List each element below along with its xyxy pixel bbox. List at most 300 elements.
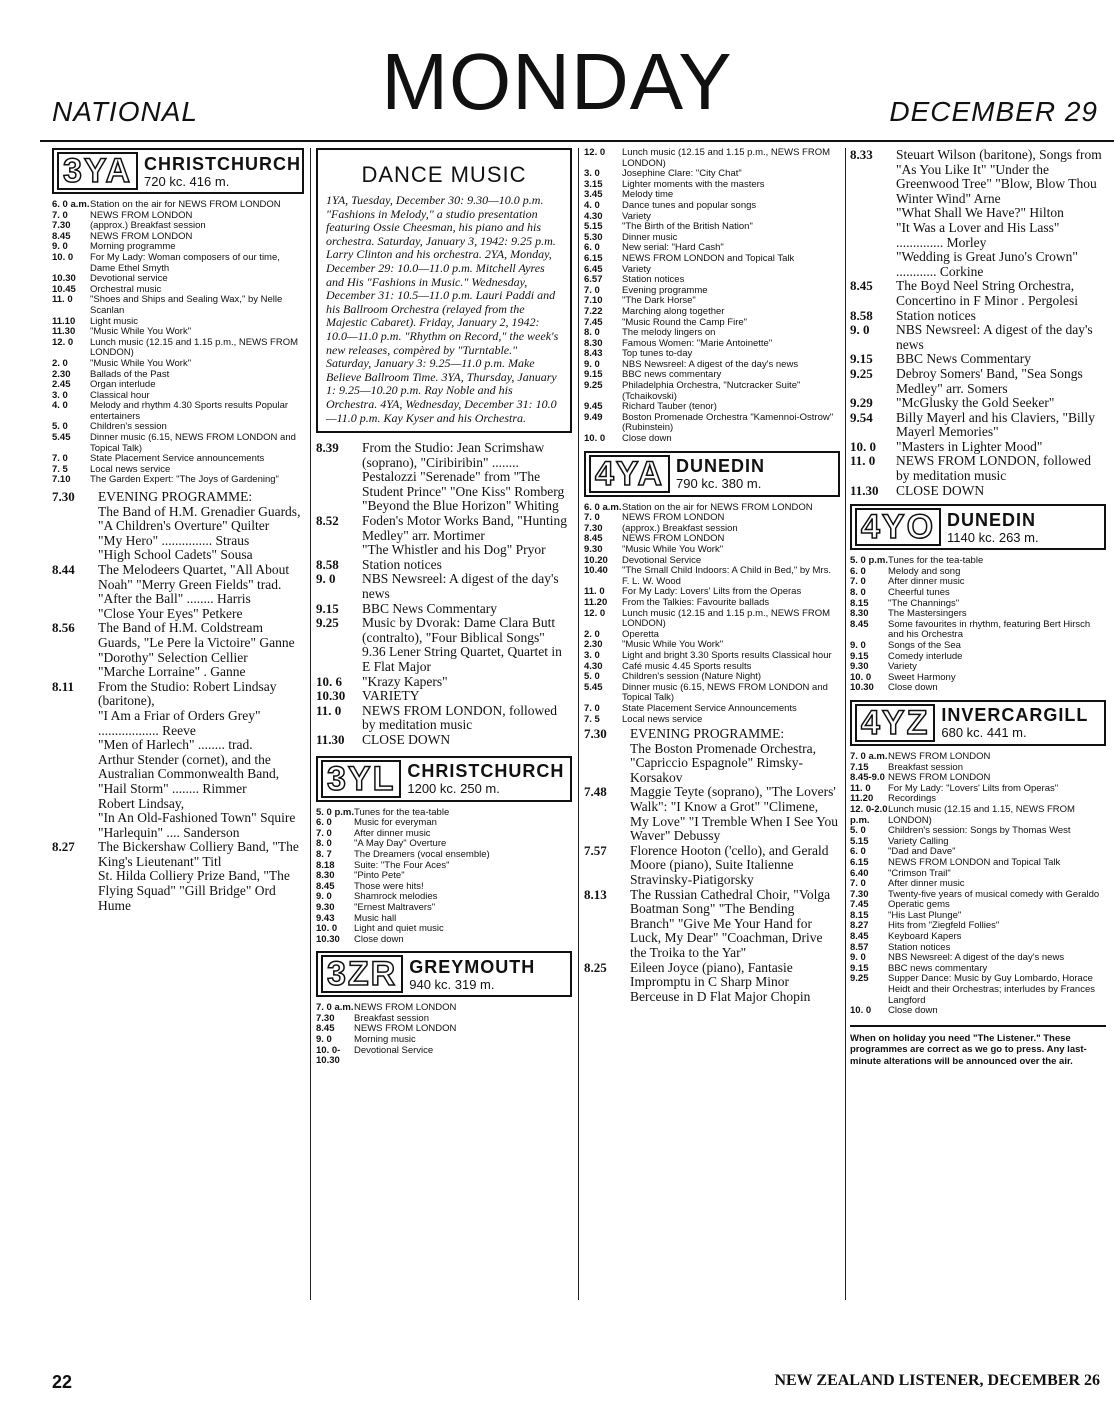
programme-row	[52, 607, 304, 622]
programme-time: 9.29	[850, 395, 873, 411]
programme-time: 7. 0 a.m.	[850, 750, 888, 762]
programme-time: 11.20	[850, 793, 874, 805]
programme-title: Richard Tauber (tenor)	[622, 401, 717, 413]
programme-title: Songs of the Sea	[888, 640, 961, 651]
programme-title: Local news service	[90, 463, 171, 475]
station-logo: 4YZ	[855, 704, 935, 742]
programme-time: 7.30	[52, 489, 75, 505]
programme-row	[850, 148, 1106, 206]
programme-row	[52, 869, 304, 913]
programme-title: Tunes for the tea-table	[354, 806, 450, 818]
programme-time	[52, 548, 98, 563]
programme-row	[52, 401, 304, 422]
programme-time: 11. 0	[850, 453, 876, 469]
programme-time: 5. 0 p.m.	[850, 555, 889, 567]
programme-title: The Mastersingers	[888, 608, 967, 620]
programme-title: Morning music	[354, 1034, 416, 1046]
programme-time	[316, 543, 362, 558]
programme-title: NBS Newsreel: A digest of the day's news	[622, 358, 799, 370]
programme-title: Billy Mayerl and his Claviers, "Billy Mayerl Memories"	[896, 409, 1095, 440]
programme-title: NEWS FROM LONDON, followed by meditation music	[896, 453, 1091, 484]
programme-time: 9. 0	[850, 640, 866, 651]
programme-time: 8.52	[316, 513, 339, 529]
programme-title: Music by Dvorak: Dame Clara Butt (contralto), "Four Biblical Songs"	[362, 615, 556, 645]
programme-row	[584, 785, 840, 843]
programme-title: Steuart Wilson (baritone), Songs from "As You Like It" "Under the Greenwood Tree" "Blow, Blow Thou Winter Wind" Arne	[896, 147, 1102, 206]
programme-row	[316, 499, 572, 514]
programme-time: 8.45	[52, 230, 71, 242]
programme-time	[850, 250, 896, 279]
column-divider	[310, 148, 311, 1300]
programme-title: BBC news commentary	[888, 962, 988, 974]
programme-time	[316, 645, 362, 674]
programme-time: 10. 0	[850, 671, 872, 683]
programme-time: 8.15	[850, 909, 869, 921]
programme-time: 7.22	[584, 305, 603, 317]
programme-time: 5.15	[584, 221, 603, 233]
station-header-4ya	[584, 451, 840, 497]
programme-title: Devotional Service	[622, 554, 702, 566]
programme-row	[584, 704, 840, 715]
programme-title: Sweet Harmony	[888, 671, 956, 683]
programme-title: Lighter moments with the masters	[622, 178, 765, 190]
programme-row	[316, 935, 572, 946]
programme-time: 10. 6	[316, 673, 342, 689]
programme-time: 7.15	[850, 761, 869, 773]
programme-row	[584, 598, 840, 609]
programme-row	[52, 811, 304, 826]
programme-row	[316, 733, 572, 748]
programme-title: Orchestral music	[90, 283, 162, 295]
programme-row	[584, 201, 840, 212]
programme-time: 8.30	[584, 337, 603, 349]
programme-time: 9.25	[584, 380, 603, 392]
programme-title: "The Dark Horse"	[622, 295, 696, 307]
programme-time	[584, 742, 630, 786]
programme-title: Breakfast session	[888, 761, 963, 773]
programme-time: 10.30	[850, 682, 874, 694]
programme-title: "Wedding is Great Juno's Crown" ............ Corkine	[896, 249, 1078, 279]
programme-row	[850, 352, 1106, 367]
programme-time	[52, 709, 98, 738]
programme-title: State Placement Service announcements	[90, 453, 265, 465]
programme-time: 10.45	[52, 283, 76, 295]
programme-time: 2.30	[52, 368, 71, 380]
programme-title: Suite: "The Four Aces"	[354, 859, 450, 871]
station-logo: 3ZR	[321, 955, 403, 993]
programme-title: Station notices	[888, 941, 951, 953]
programme-time: 4. 0	[584, 199, 600, 211]
station-city: DUNEDIN	[676, 456, 766, 477]
programme-time: 8.13	[584, 886, 607, 902]
programme-time: 9.25	[316, 615, 339, 631]
programme-time: 8. 0	[850, 587, 866, 599]
programme-row	[316, 675, 572, 690]
programme-time: 9. 0	[850, 322, 870, 338]
programme-time: 7. 0	[850, 576, 866, 588]
programme-time: 7.57	[584, 842, 607, 858]
schedule-3ya	[52, 200, 304, 486]
programme-row	[584, 413, 840, 434]
programme-row	[52, 782, 304, 797]
programme-row	[850, 411, 1106, 440]
programme-row	[52, 680, 304, 709]
schedule-4ya	[584, 503, 840, 725]
programme-time: 5.45	[584, 681, 603, 693]
programme-title: NEWS FROM LONDON	[622, 533, 725, 545]
station-frequency: 1140 kc. 263 m.	[947, 529, 1039, 545]
programme-time: 10.30	[316, 933, 340, 945]
programme-row	[316, 1046, 572, 1067]
programme-title: "Music While You Work"	[90, 326, 192, 338]
programme-title: "Marche Lorraine" . Ganne	[98, 664, 246, 680]
programme-title: Eileen Joyce (piano), Fantasie Impromptu in C Sharp Minor Berceuse in D Flat Major Chopin	[630, 959, 811, 1004]
programme-time: 6. 0 a.m.	[584, 501, 622, 513]
programme-row	[52, 826, 304, 841]
programme-time: 9.45	[584, 401, 603, 413]
programme-title: BBC News Commentary	[896, 351, 1031, 367]
programme-time	[316, 499, 362, 514]
programme-title: "It Was a Lover and His Lass" .............. Morley	[896, 219, 1060, 250]
programme-time: 9.15	[850, 351, 873, 367]
programme-time: 3.15	[584, 178, 603, 190]
programme-title: NEWS FROM LONDON and Topical Talk	[888, 856, 1061, 868]
programme-title: Melody and rhythm 4.30 Sports results Popular entertainers	[90, 400, 289, 422]
programme-title: "Music Round the Camp Fire"	[622, 316, 748, 328]
programme-row	[584, 651, 840, 662]
programme-time: 7. 0	[584, 512, 600, 524]
programme-title: NEWS FROM LONDON	[888, 750, 991, 762]
programme-title: The Garden Expert: "The Joys of Gardening"	[90, 474, 279, 486]
programme-row	[52, 505, 304, 520]
programme-row	[584, 545, 840, 556]
programme-title: "Ernest Maltravers"	[354, 901, 436, 913]
programme-title: Variety Calling	[888, 835, 949, 847]
programme-title: Josephine Clare: "City Chat"	[622, 168, 742, 180]
programme-time: 11.30	[850, 482, 879, 498]
column-3	[584, 148, 840, 1004]
programme-title: NEWS FROM LONDON, followed by meditation music	[362, 702, 557, 733]
programme-time: 8.56	[52, 620, 75, 636]
programme-time: 9.25	[850, 973, 869, 985]
programme-row	[584, 148, 840, 169]
programme-time: 9. 0	[850, 952, 866, 964]
programme-time: 11.20	[584, 596, 608, 608]
programme-time: 8.45	[850, 278, 873, 294]
programme-title: Music hall	[354, 912, 397, 924]
programme-time: 5.45	[52, 432, 71, 444]
programme-row	[52, 253, 304, 274]
programme-title: "Masters in Lighter Mood"	[896, 438, 1043, 454]
programme-title: "Music While You Work"	[622, 544, 724, 555]
programme-title: Robert Lindsay,	[98, 795, 185, 811]
programme-time	[52, 607, 98, 622]
programme-title: "High School Cadets" Sousa	[98, 547, 253, 563]
programme-title: Devotional Service	[354, 1044, 434, 1056]
programme-time: 9.25	[850, 365, 873, 381]
column-1	[52, 148, 304, 913]
programme-time: 3. 0	[584, 168, 600, 180]
programme-time: 7. 0	[316, 827, 332, 839]
programme-title: "His Last Plunge"	[888, 909, 962, 921]
programme-title: The Boston Promenade Orchestra, "Capriccio Espagnole" Rimsky-Korsakov	[630, 740, 816, 785]
programme-row	[584, 742, 840, 786]
programme-title: "Dad and Dave"	[888, 846, 956, 858]
programme-time: 5. 0 p.m.	[316, 806, 355, 818]
programme-title: "Close Your Eyes" Petkere	[98, 605, 243, 621]
programme-row	[584, 961, 840, 1005]
programme-title: Breakfast session	[354, 1012, 429, 1024]
programme-time: 9.49	[584, 411, 603, 423]
programme-time: 9. 0	[316, 891, 332, 903]
programme-row	[52, 753, 304, 782]
programme-time: 9.15	[316, 600, 339, 616]
programme-title: VARIETY	[362, 688, 420, 704]
programme-title: For My Lady: "Lovers' Lilts from Operas"	[888, 782, 1059, 794]
station-city: INVERCARGILL	[941, 705, 1089, 726]
programme-row	[850, 396, 1106, 411]
programme-time: 2.30	[584, 639, 603, 651]
programme-row	[316, 602, 572, 617]
programme-title: NBS Newsreel: A digest of the day's news	[896, 322, 1093, 352]
programme-time: 8. 0	[584, 327, 600, 339]
programme-title: Children's session	[90, 421, 167, 433]
programme-time: 8.58	[850, 307, 873, 323]
programme-title: The Melodeers Quartet, "All About Noah" "Merry Green Fields" trad.	[98, 562, 290, 592]
programme-time: 2. 0	[584, 628, 600, 640]
programme-row	[850, 484, 1106, 499]
programme-title: (approx.) Breakfast session	[90, 220, 206, 232]
programme-time	[52, 797, 98, 812]
programme-row	[52, 200, 304, 211]
station-frequency: 940 kc. 319 m.	[409, 976, 495, 992]
programme-time: 4.30	[584, 210, 603, 222]
programme-time: 9.30	[316, 901, 335, 913]
programme-time: 9.15	[850, 650, 869, 662]
programme-row	[850, 440, 1106, 455]
programme-row	[850, 805, 1106, 826]
programme-title: Dinner music	[622, 231, 678, 243]
programme-title: St. Hilda Colliery Prize Band, "The Flying Squad" "Gill Bridge" Ord Hume	[98, 868, 290, 913]
programme-time: 5.30	[584, 231, 603, 243]
programme-title: "Music While You Work"	[90, 357, 192, 369]
programme-title: Operatic gems	[888, 899, 950, 911]
programme-title: From the Studio: Robert Lindsay (baritone),	[98, 678, 277, 709]
programme-row	[52, 563, 304, 592]
programme-time: 8.25	[584, 959, 607, 975]
programme-title: "Krazy Kapers"	[362, 673, 448, 689]
programme-row	[316, 903, 572, 914]
column-divider	[578, 148, 579, 1300]
programme-title: "Beyond the Blue Horizon" Whiting	[362, 498, 559, 514]
programme-row	[52, 840, 304, 869]
programme-time: 7. 5	[52, 463, 68, 475]
programme-title: NEWS FROM LONDON	[622, 512, 725, 524]
programme-title: Some favourites in rhythm, featuring Bert Hirsch and his Orchestra	[888, 618, 1091, 641]
programme-title: Hits from "Ziegfeld Follies"	[888, 920, 1000, 932]
programme-title: From the Studio: Jean Scrimshaw (soprano), "Ciribiribin" ........ Pestalozzi "Serenade" from "The Student Prince" "One Kiss" Romberg	[362, 440, 565, 499]
programme-title: Variety	[888, 661, 917, 673]
programme-title: "A May Day" Overture	[354, 838, 447, 850]
programme-title: Station notices	[896, 307, 976, 323]
programme-time: 7.48	[584, 784, 607, 800]
programme-title: Maggie Teyte (soprano), "The Lovers' Walk": "I Know a Grot" "Climene, My Love" "I Tremble When I See You Waver" Debussy	[630, 784, 839, 844]
programme-row	[584, 307, 840, 318]
programme-time: 7.30	[52, 220, 71, 232]
programme-time	[52, 811, 98, 826]
programme-title: NEWS FROM LONDON	[90, 230, 193, 242]
programme-title: Close down	[622, 433, 672, 445]
programme-time: 8. 7	[316, 848, 332, 860]
programme-title: Melody time	[622, 189, 674, 201]
programme-row	[316, 645, 572, 674]
programme-title: Light music	[90, 315, 139, 327]
programme-time	[850, 221, 896, 250]
programme-time: 8.27	[52, 839, 75, 855]
programme-row	[584, 566, 840, 587]
programme-time: 7.30	[316, 1012, 335, 1024]
programme-time: 12. 0	[584, 607, 606, 619]
column-2	[316, 148, 572, 1067]
programme-row	[584, 434, 840, 445]
programme-title: Florence Hooton ('cello), and Gerald Moore (piano), Suite Italienne Stravinsky-Piatigorsky	[630, 842, 829, 888]
programme-title: NEWS FROM LONDON	[354, 1002, 457, 1014]
programme-time: 7.30	[584, 522, 603, 534]
programme-row	[52, 519, 304, 534]
programme-time: 7.10	[52, 474, 71, 486]
programme-time: 10. 0	[850, 1005, 872, 1017]
programme-title: Lunch music (12.15 and 1.15, NEWS FROM LONDON)	[888, 803, 1075, 826]
programme-time: 3. 0	[52, 389, 68, 401]
programme-title: CLOSE DOWN	[896, 482, 985, 498]
programme-title: (approx.) Breakfast session	[622, 522, 738, 534]
station-city: DUNEDIN	[947, 509, 1037, 530]
programme-time: 8.18	[316, 859, 335, 871]
programme-time: 12. 0	[584, 147, 606, 158]
programme-time: 3.45	[584, 189, 603, 201]
programme-time: 5. 0	[52, 421, 68, 433]
station-header-3ya	[52, 148, 304, 194]
programme-title: Tunes for the tea-table	[888, 555, 984, 567]
programme-time: 8.27	[850, 920, 869, 932]
programme-row	[850, 620, 1106, 641]
programme-title: "Crimson Trail"	[888, 867, 951, 879]
programme-title: Arthur Stender (cornet), and the Australian Commonwealth Band,	[98, 751, 280, 782]
programme-title: Evening programme	[622, 284, 708, 296]
schedule-3yl-continued	[584, 148, 840, 445]
masthead	[0, 0, 1114, 140]
programme-row	[584, 888, 840, 961]
programme-time: 7.10	[584, 295, 603, 307]
station-frequency: 720 kc. 416 m.	[144, 173, 230, 189]
programme-row	[850, 367, 1106, 396]
programme-time	[52, 505, 98, 520]
programme-row	[52, 359, 304, 370]
programme-time	[52, 869, 98, 913]
programme-row	[316, 441, 572, 499]
programme-title: NBS Newsreel: A digest of the day's news	[362, 571, 559, 602]
programme-time: 7.45	[850, 899, 869, 911]
programme-title: Marching along together	[622, 305, 725, 317]
station-city: CHRISTCHURCH	[407, 761, 565, 782]
programme-time: 9.30	[584, 544, 603, 555]
programme-row	[316, 704, 572, 733]
programme-title: State Placement Service Announcements	[622, 702, 797, 714]
programme-title: Variety	[622, 263, 651, 275]
programme-time: 7. 5	[584, 713, 600, 725]
programme-time	[52, 665, 98, 680]
programme-time: 9. 0	[52, 241, 68, 253]
programme-title: "The Channings"	[888, 597, 960, 609]
programme-title: Children's session: Songs by Thomas West	[888, 825, 1071, 837]
programme-time	[52, 738, 98, 753]
programme-row	[52, 338, 304, 359]
programme-time: 9.54	[850, 409, 873, 425]
programme-title: Supper Dance: Music by Guy Lombardo, Horace Heidt and their Orchestras; interludes by Frances Langford	[888, 973, 1095, 1006]
programme-title: "The Whistler and his Dog" Pryor	[362, 542, 546, 558]
programme-time: 10.30	[52, 273, 76, 285]
programme-row	[52, 665, 304, 680]
programme-row	[52, 475, 304, 486]
programme-time: 8.43	[584, 348, 603, 360]
programme-time: 7. 0	[52, 453, 68, 465]
programme-row	[850, 309, 1106, 324]
station-city: GREYMOUTH	[409, 956, 536, 977]
programme-row	[316, 543, 572, 558]
station-logo: 4YO	[855, 508, 941, 546]
programme-time: 7. 0	[584, 284, 600, 296]
programme-title: NEWS FROM LONDON	[90, 209, 193, 221]
programme-title: Lunch music (12.15 and 1.15 p.m., NEWS FROM LONDON)	[90, 336, 299, 359]
programme-time: 8.30	[316, 870, 335, 882]
programme-row	[584, 381, 840, 402]
station-header-4yz	[850, 700, 1106, 746]
programme-title: Local news service	[622, 713, 703, 725]
programme-title: Twenty-five years of musical comedy with Geraldo	[888, 888, 1100, 900]
programme-title: Variety	[622, 210, 651, 222]
programme-time	[52, 651, 98, 666]
programme-time: 8.45	[316, 880, 335, 892]
programme-title: "The Birth of the British Nation"	[622, 221, 753, 233]
programme-row	[850, 454, 1106, 483]
programme-title: For My Lady: Lovers' Lilts from the Operas	[622, 586, 802, 598]
programme-title: Philadelphia Orchestra, "Nutcracker Suite" (Tchaikovski)	[622, 380, 801, 402]
programme-time: 8. 0	[316, 838, 332, 850]
programme-title: Lunch music (12.15 and 1.15 p.m., NEWS FROM LONDON)	[622, 147, 831, 169]
programme-time: 8.58	[316, 556, 339, 572]
station-frequency: 790 kc. 380 m.	[676, 476, 762, 492]
programme-row	[316, 616, 572, 645]
programme-time: 7.30	[850, 888, 869, 900]
programme-title: Keyboard Kapers	[888, 931, 962, 943]
station-header-4yo	[850, 504, 1106, 550]
evening-4ya-continued	[850, 148, 1106, 498]
programme-title: For My Lady: Woman composers of our time, Dame Ethel Smyth	[90, 251, 280, 274]
programme-time: 8.39	[316, 440, 339, 456]
publication-footer: NEW ZEALAND LISTENER, DECEMBER 26	[774, 1372, 1100, 1389]
programme-time: 4.30	[584, 660, 603, 672]
programme-time: 7. 0	[850, 878, 866, 890]
programme-time: 6.40	[850, 867, 869, 879]
programme-title: Dance tunes and popular songs	[622, 199, 757, 211]
masthead-date: DECEMBER 29	[889, 96, 1098, 127]
programme-title: EVENING PROGRAMME:	[98, 489, 253, 505]
page-number: 22	[52, 1372, 73, 1392]
programme-time: 9. 0	[316, 571, 336, 587]
station-header-3zr	[316, 951, 572, 997]
programme-title: NEWS FROM LONDON and Topical Talk	[622, 252, 795, 264]
dance-music-heading: DANCE MUSIC	[361, 162, 527, 187]
